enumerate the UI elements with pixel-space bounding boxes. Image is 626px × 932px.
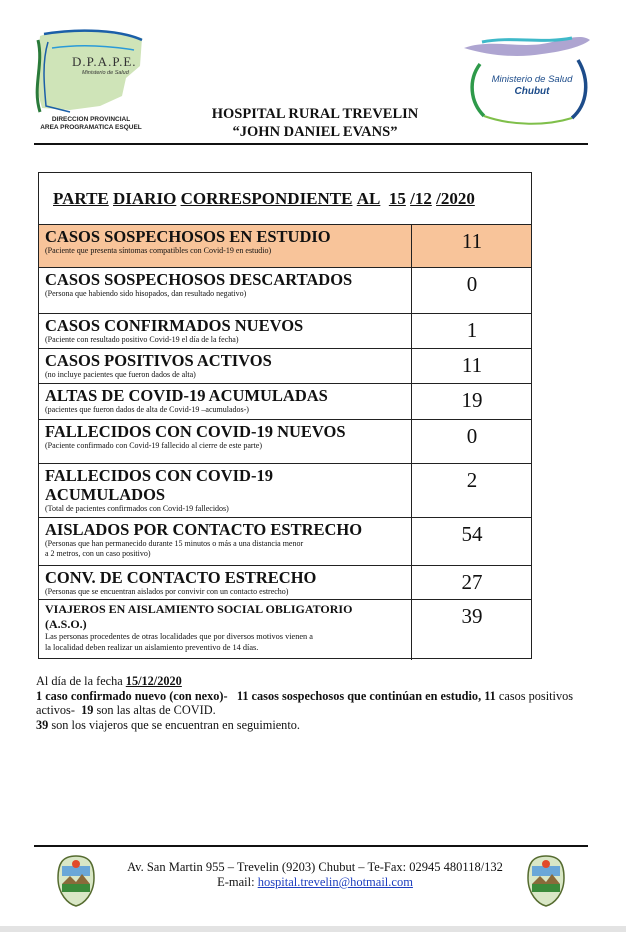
- summary-body: [36, 689, 582, 718]
- row-conv-contacto: [39, 566, 531, 600]
- row-title: CASOS CONFIRMADOS NUEVOS: [45, 316, 304, 335]
- row-title: CASOS SOSPECHOSOS DESCARTADOS: [45, 270, 353, 289]
- row-title-line1: FALLECIDOS CON COVID-19: [45, 466, 273, 485]
- row-altas-acumuladas: [39, 384, 531, 420]
- summary-travelers: [36, 718, 582, 733]
- summary-date-line: [36, 674, 582, 689]
- row-value: 11: [461, 229, 483, 253]
- dpaps-line1: DIRECCION PROVINCIAL: [51, 116, 131, 123]
- row-value: 1: [466, 318, 478, 342]
- summary-date-prefix: Al día de la fecha: [36, 674, 126, 688]
- row-description: (Personas que se encuentran aislados por convivir con un contacto estrecho): [45, 587, 289, 596]
- row-description: (Total de pacientes confirmados con Covid-19 fallecidos): [45, 504, 229, 513]
- row-casos-descartados: [39, 268, 531, 314]
- row-fallecidos-acumulados: [39, 464, 531, 518]
- row-title-line2: (A.S.O.): [45, 617, 87, 631]
- page-bottom-bar: [0, 926, 626, 932]
- dpaps-acronym: D.P.A.P.E.: [72, 54, 137, 69]
- title-day: 15: [388, 188, 406, 208]
- footer-address: Av. San Martin 955 – Trevelin (9203) Chubut – Te-Fax: 02945 480118/132: [127, 860, 503, 874]
- row-description: (Paciente que presenta síntomas compatibles con Covid-19 en estudio): [45, 246, 272, 255]
- row-description-line2: la localidad deben realizar un aislamiento preventivo de 14 días.: [45, 642, 259, 652]
- row-casos-sospechosos-estudio: [39, 225, 531, 268]
- row-positivos-activos: [39, 349, 531, 384]
- row-value: 54: [461, 522, 483, 546]
- row-title: FALLECIDOS CON COVID-19 NUEVOS: [45, 422, 346, 441]
- row-title: CASOS POSITIVOS ACTIVOS: [45, 351, 272, 370]
- row-value: 2: [466, 468, 478, 492]
- row-confirmados-nuevos: [39, 314, 531, 349]
- email-link[interactable]: hospital.trevelin@hotmail.com: [257, 875, 413, 889]
- row-description-line1: Las personas procedentes de otras localidades que por diversos motivos vienen a: [45, 632, 313, 641]
- hospital-subtitle: “JOHN DANIEL EVANS”: [232, 124, 398, 140]
- row-value: 0: [466, 424, 478, 448]
- summary-p2: 11 casos sospechosos que continúan en estudio, 11: [236, 688, 496, 703]
- row-value: 11: [461, 353, 483, 377]
- footer-address-block: [100, 860, 530, 890]
- title-word-3: CORRESPONDIENTE: [180, 188, 353, 208]
- row-title-line2: ACUMULADOS: [45, 485, 166, 504]
- row-title: CASOS SOSPECHOSOS EN ESTUDIO: [45, 227, 331, 246]
- row-title: CONV. DE CONTACTO ESTRECHO: [45, 568, 317, 587]
- header-divider: [34, 143, 588, 145]
- row-description: (Paciente con resultado positivo Covid-19 el día de la fecha): [45, 335, 239, 344]
- row-description: (pacientes que fueron dados de alta de Covid-19 –acumulados-): [45, 405, 249, 414]
- row-description: (Paciente confirmado con Covid-19 fallecido al cierre de este parte): [45, 441, 263, 450]
- row-title: AISLADOS POR CONTACTO ESTRECHO: [45, 520, 363, 539]
- report-title: [39, 173, 531, 225]
- footer-divider: [34, 845, 588, 847]
- row-description-line2: a 2 metros, con un caso positivo): [45, 549, 151, 558]
- row-description-line1: (Personas que han permanecido durante 15 minutos o más a una distancia menor: [45, 539, 304, 548]
- footer-email-label: E-mail:: [217, 875, 258, 889]
- daily-report-table: [38, 172, 532, 659]
- title-word-1: PARTE: [53, 188, 109, 208]
- ministry-province: Chubut: [514, 86, 550, 97]
- dpaps-logo: [30, 26, 152, 138]
- chubut-shield-icon: [526, 854, 566, 908]
- chubut-shield-icon: [56, 854, 96, 908]
- title-year: /2020: [436, 188, 475, 208]
- summary-p5: son las altas de COVID.: [93, 703, 216, 718]
- row-aislados-contacto: [39, 518, 531, 566]
- row-value: 39: [461, 604, 483, 628]
- ministry-logo: [462, 30, 592, 132]
- row-title: ALTAS DE COVID-19 ACUMULADAS: [45, 386, 328, 405]
- dpaps-line2: AREA PROGRAMATICA ESQUEL: [40, 124, 142, 131]
- dpaps-subtitle: Ministerio de Salud: [82, 70, 129, 76]
- footer-email-line: [100, 875, 530, 890]
- row-description: (no incluye pacientes que fueron dados de alta): [45, 370, 196, 379]
- summary-p1: 1 caso confirmado nuevo (con nexo)-: [36, 688, 228, 703]
- ministry-name: Ministerio de Salud: [491, 74, 573, 85]
- row-value: 27: [461, 570, 483, 594]
- summary-text: [36, 674, 582, 732]
- hospital-name: HOSPITAL RURAL TREVELIN: [211, 106, 419, 122]
- summary-p3: casos positivos activos-: [36, 688, 574, 718]
- title-word-2: DIARIO: [113, 188, 177, 208]
- row-fallecidos-nuevos: [39, 420, 531, 464]
- summary-p4: 19: [81, 703, 94, 718]
- row-value: 0: [466, 272, 478, 296]
- summary-p6: 39: [36, 717, 49, 732]
- row-title-line1: VIAJEROS EN AISLAMIENTO SOCIAL OBLIGATORIO: [45, 602, 353, 616]
- row-description: (Persona que habiendo sido hisopados, dan resultado negativo): [45, 289, 247, 298]
- summary-date: 15/12/2020: [125, 674, 182, 688]
- title-word-4: AL: [356, 188, 381, 208]
- row-value: 19: [461, 388, 483, 412]
- title-month: /12: [410, 188, 432, 208]
- row-viajeros-aso: [39, 600, 531, 660]
- summary-p7: son los viajeros que se encuentran en seguimiento.: [48, 717, 300, 732]
